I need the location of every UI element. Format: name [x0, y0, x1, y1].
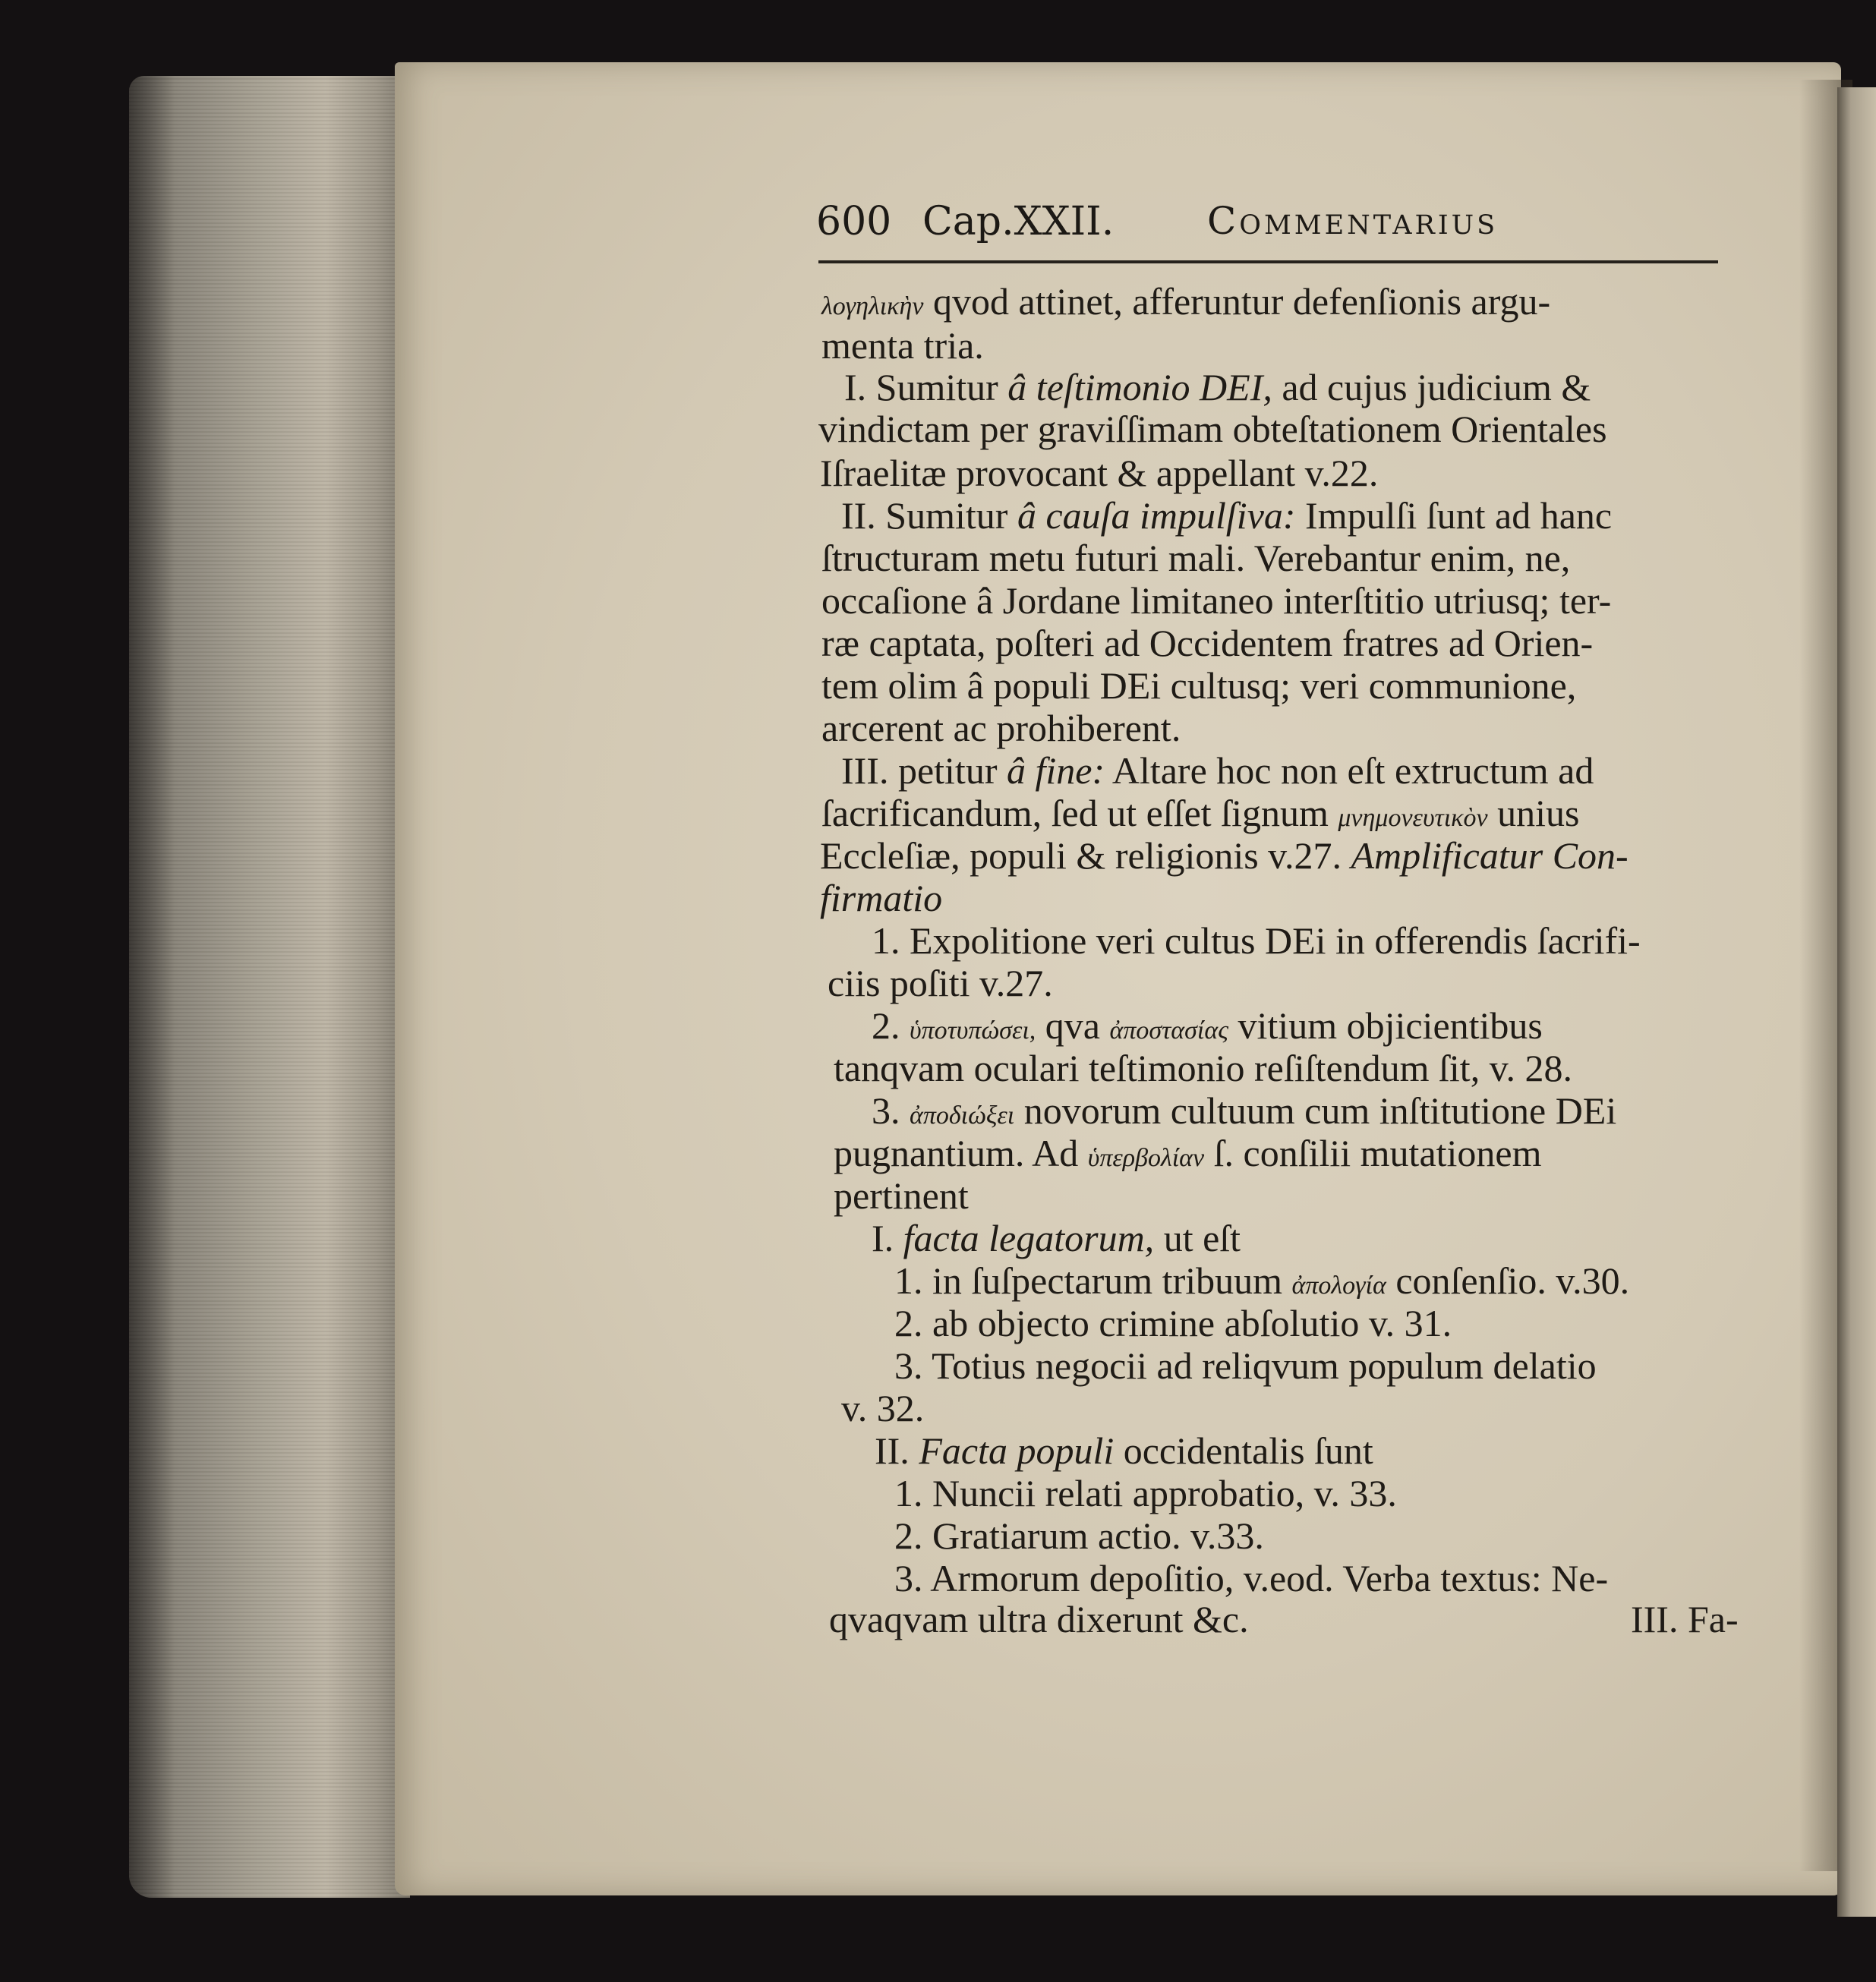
text-segment: qvod attinet, afferuntur defenſionis argu- [923, 280, 1551, 323]
greek-word: μνημονευτικὸν [1338, 804, 1488, 832]
text-line [894, 1514, 1264, 1557]
greek-word: ὑπερβολίαν [1087, 1144, 1205, 1172]
text-segment: ciis poſiti v.27. [828, 962, 1053, 1004]
text-line [894, 1304, 1452, 1342]
text-segment: menta tria. [821, 324, 984, 367]
text-segment: III. petitur [841, 749, 1007, 792]
italic-phrase: â teſtimonio DEI, [1007, 366, 1272, 408]
text-line [875, 1429, 1373, 1472]
text-segment: ad cujus judicium & [1272, 366, 1591, 408]
text-line [894, 1259, 1630, 1302]
italic-phrase: â fine: [1006, 749, 1105, 792]
italic-phrase: â cauſa impulſiva: [1017, 494, 1296, 537]
text-segment: ſ. conſilii mutationem [1204, 1132, 1542, 1174]
italic-phrase: facta legatorum, [903, 1217, 1155, 1259]
text-line [821, 664, 1577, 707]
text-line [828, 964, 1053, 1002]
text-segment: Eccleſiæ, populi & religionis v.27. [820, 834, 1351, 877]
greek-word: λογηλικὴν [821, 292, 924, 320]
text-segment: Iſraelitæ provocant & appellant v.22. [820, 452, 1379, 494]
chapter-label: Cap.XXII. [922, 199, 1115, 244]
page-edges [129, 76, 410, 1898]
text-segment: vindictam per graviſſimam obteſtationem Orientales [818, 408, 1607, 450]
text-segment: occidentalis ſunt [1114, 1429, 1373, 1472]
text-segment: pugnantium. Ad [834, 1132, 1088, 1174]
running-title: Commentarius [1207, 199, 1499, 243]
text-segment: arcerent ac prohiberent. [821, 707, 1181, 749]
text-segment: ut eſt [1154, 1217, 1241, 1259]
text-segment: ſacrificandum, ſed ut eſſet ſignum [821, 792, 1338, 834]
text-line [834, 1174, 969, 1217]
text-line [872, 919, 1641, 962]
text-line [820, 454, 1378, 492]
text-segment: conſenſio. v.30. [1386, 1259, 1630, 1302]
text-line [820, 834, 1628, 877]
text-segment: 2. [872, 1004, 910, 1047]
text-segment: qva [1036, 1004, 1110, 1047]
text-segment: tem olim â populi DEi cultusq; veri communione, [821, 664, 1577, 707]
text-line [834, 1049, 1572, 1087]
text-segment: unius [1487, 792, 1580, 834]
text-line [821, 624, 1593, 662]
text-line [872, 1004, 1543, 1047]
text-line [872, 1089, 1617, 1132]
text-line [894, 1474, 1397, 1512]
text-segment: qvaqvam ultra dixerunt &c. [829, 1598, 1249, 1640]
text-segment: 3. [872, 1089, 910, 1132]
text-line [841, 1389, 924, 1427]
text-segment: pertinent [834, 1174, 969, 1217]
text-line [841, 749, 1594, 792]
header-rule [818, 260, 1718, 263]
italic-phrase: Amplificatur Con- [1351, 834, 1628, 877]
text-line [821, 324, 984, 367]
text-line [834, 1134, 1542, 1172]
text-segment: ræ captata, poſteri ad Occidentem fratres ad Orien- [821, 622, 1594, 664]
text-segment: 3. Armorum depoſitio, v.eod. Verba textus: Ne- [894, 1557, 1609, 1599]
text-segment: 2. ab objecto crimine abſolutio v. 31. [894, 1302, 1452, 1344]
text-segment: Altare hoc non eſt extructum ad [1105, 749, 1594, 792]
text-line [844, 368, 1591, 406]
greek-word: ὑποτυπώσει, [910, 1016, 1036, 1045]
text-line [818, 410, 1607, 448]
text-line [829, 1600, 1249, 1638]
italic-phrase: firmatio [820, 877, 943, 919]
text-segment: II. Sumitur [841, 494, 1017, 537]
text-segment: 2. Gratiarum actio. v.33. [894, 1514, 1264, 1557]
greek-word: ἀποστασίας [1109, 1016, 1229, 1045]
text-segment: 1. Nuncii relati approbatio, v. 33. [894, 1472, 1397, 1514]
text-segment: II. [875, 1429, 919, 1472]
text-segment: 1. Expolitione veri cultus DEi in offerendis ſacrifi- [872, 919, 1641, 962]
catchword: III. Fa- [1631, 1598, 1739, 1640]
greek-word: ἀπολογία [1291, 1271, 1386, 1300]
italic-phrase: Facta populi [919, 1429, 1115, 1472]
facing-page-edge [1837, 87, 1876, 1917]
text-line [820, 879, 942, 917]
text-segment: ſtructuram metu futuri mali. Verebantur enim, ne, [821, 537, 1571, 579]
text-line [821, 539, 1570, 577]
text-segment: occaſione â Jordane limitaneo interſtitio utriusq; ter- [821, 579, 1612, 622]
text-segment: tanqvam oculari teſtimonio reſiſtendum ſit, v. 28. [834, 1047, 1572, 1089]
text-segment: I. Sumitur [844, 366, 1008, 408]
text-segment: 1. in ſuſpectarum tribuum [894, 1259, 1292, 1302]
text-segment: novorum cultuum cum inſtitutione DEi [1014, 1089, 1617, 1132]
text-segment: vitium objicientibus [1228, 1004, 1543, 1047]
text-segment: I. [872, 1217, 903, 1259]
page-number: 600 [816, 199, 892, 244]
text-segment: Impulſi ſunt ad hanc [1295, 494, 1613, 537]
greek-word: ἀποδιώξει [910, 1101, 1015, 1130]
running-header [816, 199, 1716, 252]
text-line [821, 709, 1181, 747]
text-line [821, 794, 1579, 832]
text-segment: v. 32. [841, 1387, 925, 1429]
text-line [894, 1559, 1608, 1597]
text-line [821, 280, 1551, 323]
text-segment: 3. Totius negocii ad reliqvum populum delatio [894, 1344, 1597, 1387]
text-line [841, 494, 1613, 537]
text-line [821, 579, 1612, 622]
text-line [894, 1344, 1597, 1387]
text-line [872, 1219, 1241, 1257]
